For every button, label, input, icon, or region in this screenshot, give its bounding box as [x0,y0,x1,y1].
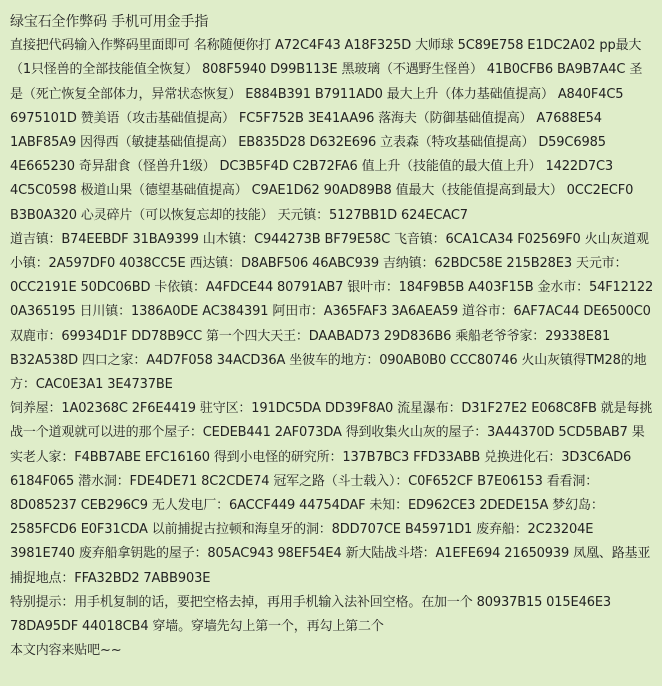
article-paragraph-special-note: 特别提示：用手机复制的话，要把空格去掉，再用手机输入法补回空格。在加一个 80937B15 015E46E3 78DA95DF 44018CB4 穿墙。穿墙先勾上第一个，再勾上第二个 [10,594,612,635]
article-paragraph-source: 本文内容来贴吧~~ [10,643,122,659]
article-paragraph-codes-general: 直接把代码输入作弊码里面即可 名称随便你打 A72C4F43 A18F325D 大师球 5C89E758 E1DC2A02 pp最大（1只怪兽的全部技能值全恢复） 808F5940 D99B113E 黑玻璃（不遇野生怪兽） 41B0CFB6 BA9B7A4C 圣是（死亡恢复全部体力，异常状态恢复） E884B391 B7911AD0 最大上升（体力基础值提高） A840F4C5 6975101D 赞美语（攻击基础值提高） FC5F752B 3E41AA96 落海夫（防御基础值提高） A7688E54 1ABF85A9 因得西（敏捷基础值提高） EB835D28 D632E696 立表森（特攻基础值提高） D59C6985 4E665230 奇异甜食（怪兽升1级） DC3B5F4D C2B72FA6 值上升（技能值的最大值上升） 1422D7C3 4C5C0598 极道山果（德望基础值提高） C9AE1D62 90AD89B8 值最大（技能值提高到最大） 0CC2ECF0 B3B0A320 心灵碎片（可以恢复忘却的技能） 天元镇：5127BB1D 624ECAC7 [10,38,643,223]
article-title: 绿宝石全作弊码 手机可用金手指 [10,14,209,30]
article-paragraph-codes-towns: 道吉镇：B74EEBDF 31BA9399 山木镇：C944273B BF79E58C 飞音镇：6CA1CA34 F02569F0 火山灰道观小镇：2A597DF0 4038CC5E 西达镇：D8ABF506 46ABC939 吉纳镇：62BDC58E 215B28E3 天元市：0CC2191E 50DC06BD 卡依镇：A4FDCE44 80791AB7 银叶市：184F9B5B A403F15B 金水市：54F12122 0A365195 日川镇：1386A0DE AC384391 阿田市：A365FAF3 3A6AEA59 道谷市：6AF7AC44 DE6500C0 双鹿市：69934D1F DD78B9CC 第一个四大天王：DAABAD73 29D836B6 乘船老爷爷家：29338E81 B32A538D 四口之家：A4D7F058 34ACD36A 坐彼车的地方：090AB0B0 CCC80746 火山灰镇得TM28的地方：CAC0E3A1 3E4737BE [10,231,654,393]
article-paragraph-codes-locations: 饲养屋：1A02368C 2F6E4419 驻守区：191DC5DA DD39F8A0 流星瀑布：D31F27E2 E068C8FB 就是每挑战一个道观就可以进的那个屋子：CEDEB441 2AF073DA 得到收集火山灰的屋子：3A44370D 5CD5BAB7 果实老人家：F4BB7ABE EFC16160 得到小电怪的研究所：137B7BC3 FFD33ABB 兑换进化石：3D3C6AD6 6184F065 潜水洞：FDE4DE71 8C2CDE74 冠军之路（斗士载入）：C0F652CF B7E06153 看看洞：8D085237 CEB296C9 无人发电厂：6ACCF449 44754DAF 未知：ED962CE3 2DEDE15A 梦幻岛：2585FCD6 E0F31CDA 以前捕捉古拉顿和海皇牙的洞：8DD707CE B45971D1 废弃船：2C23204E 3981E740 废弃船拿钥匙的屋子：805AC943 98EF54E4 新大陆战斗塔：A1EFE694 21650939 凤凰、路基亚捕捉地点：FFA32BD2 7ABB903E [10,401,653,586]
